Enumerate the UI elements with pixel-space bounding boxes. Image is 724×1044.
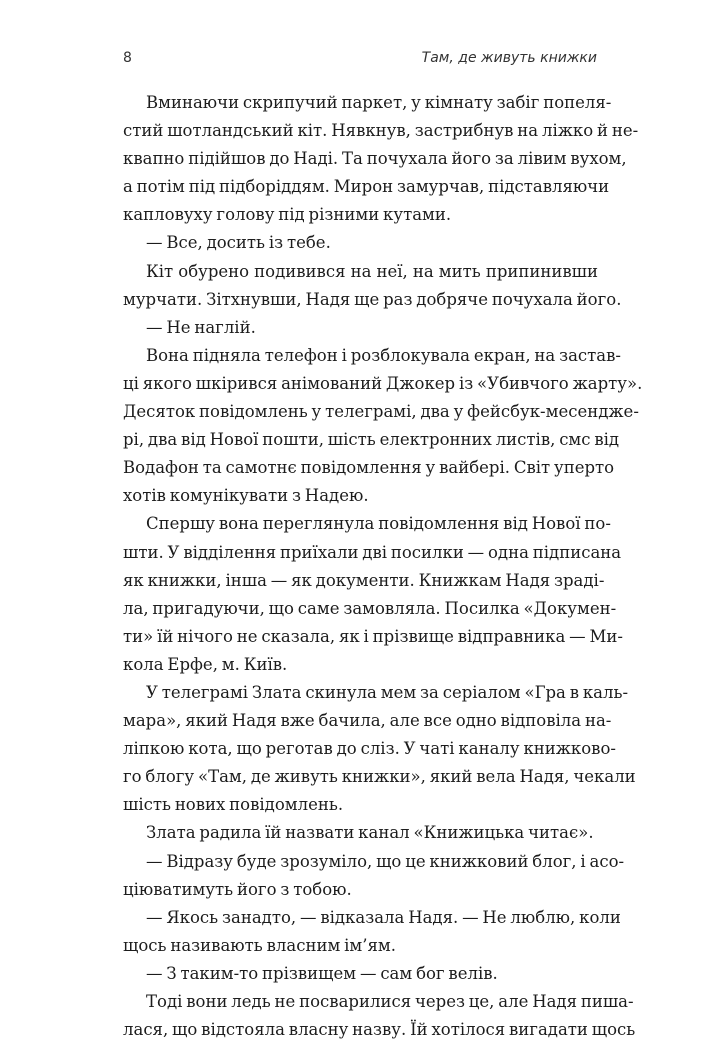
text-line: — Все, досить із тебе. — [146, 233, 331, 253]
text-line: мара», який Надя вже бачила, але все одно відповіла на- — [123, 711, 612, 731]
text-line: хотів комунікувати з Надею. — [123, 486, 369, 506]
text-line: Десяток повідомлень у телеграмі, два у фейсбук-месендже- — [123, 402, 639, 422]
text-line: Вминаючи скрипучий паркет, у кімнату забіг попеля- — [146, 93, 612, 112]
text-line: Кіт обурено подивився на неї, на мить припинивши — [146, 261, 598, 281]
page-number: 8 — [123, 50, 132, 66]
text-line: ціюватимуть його з тобою. — [123, 879, 352, 899]
text-line: У телеграмі Злата скинула мем за серіалом «Гра в каль- — [146, 682, 629, 702]
text-line: ла, пригадуючи, що саме замовляла. Посилка «Докумен- — [123, 598, 617, 618]
text-line: Злата радила їй назвати канал «Книжицька читає». — [146, 823, 594, 843]
text-line: ти» їй нічого не сказала, як і прізвище відправника — Ми- — [123, 626, 623, 646]
text-line: квапно підійшов до Наді. Та почухала його за лівим вухом, — [123, 149, 627, 169]
text-line: — З таким-то прізвищем — сам бог велів. — [146, 963, 498, 983]
text-line: ці якого шкірився анімований Джокер із «Убивчого жарту». — [123, 373, 643, 393]
text-line: ліпкою кота, що реготав до сліз. У чаті каналу книжково- — [123, 739, 616, 759]
text-line: — Якось занадто, — відказала Надя. — Не люблю, коли — [146, 907, 621, 927]
text-line: — Не наглій. — [146, 317, 256, 337]
text-line: як книжки, інша — як документи. Книжкам Надя зраді- — [123, 570, 605, 590]
text-line: Спершу вона переглянула повідомлення від Нової по- — [146, 514, 611, 534]
text-line: шти. У відділення приїхали дві посилки — одна підписана — [123, 542, 622, 562]
running-header: Там, де живуть книжки — [421, 50, 597, 66]
text-line: Водафон та самотнє повідомлення у вайбері. Світ уперто — [123, 458, 615, 478]
text-line: щось називають власним ім’ям. — [123, 935, 396, 955]
text-line: Тоді вони ледь не посварилися через це, але Надя пиша- — [146, 992, 634, 1011]
text-line: — Відразу буде зрозуміло, що це книжковий блог, і асо- — [146, 851, 625, 871]
text-line: го блогу «Там, де живуть книжки», який вела Надя, чекали — [123, 767, 636, 787]
text-line: а потім під підборіддям. Мирон замурчав, підставляючи — [123, 177, 610, 197]
text-line: кола Ерфе, м. Київ. — [123, 654, 288, 674]
text-line: стий шотландський кіт. Нявкнув, застрибнув на ліжко й не- — [123, 121, 639, 141]
text-line: шість нових повідомлень. — [123, 795, 344, 815]
text-line: рі, два від Нової пошти, шість електронних листів, смс від — [123, 430, 620, 450]
text-line: лася, що відстояла власну назву. Їй хотілося вигадати щось — [123, 1020, 636, 1040]
text-line: капловуху голову під різними кутами. — [123, 205, 452, 225]
body-text — [123, 89, 643, 1044]
text-line: мурчати. Зітхнувши, Надя ще раз добряче почухала його. — [123, 289, 622, 309]
text-line: Вона підняла телефон і розблокувала екран, на застав- — [146, 345, 622, 365]
